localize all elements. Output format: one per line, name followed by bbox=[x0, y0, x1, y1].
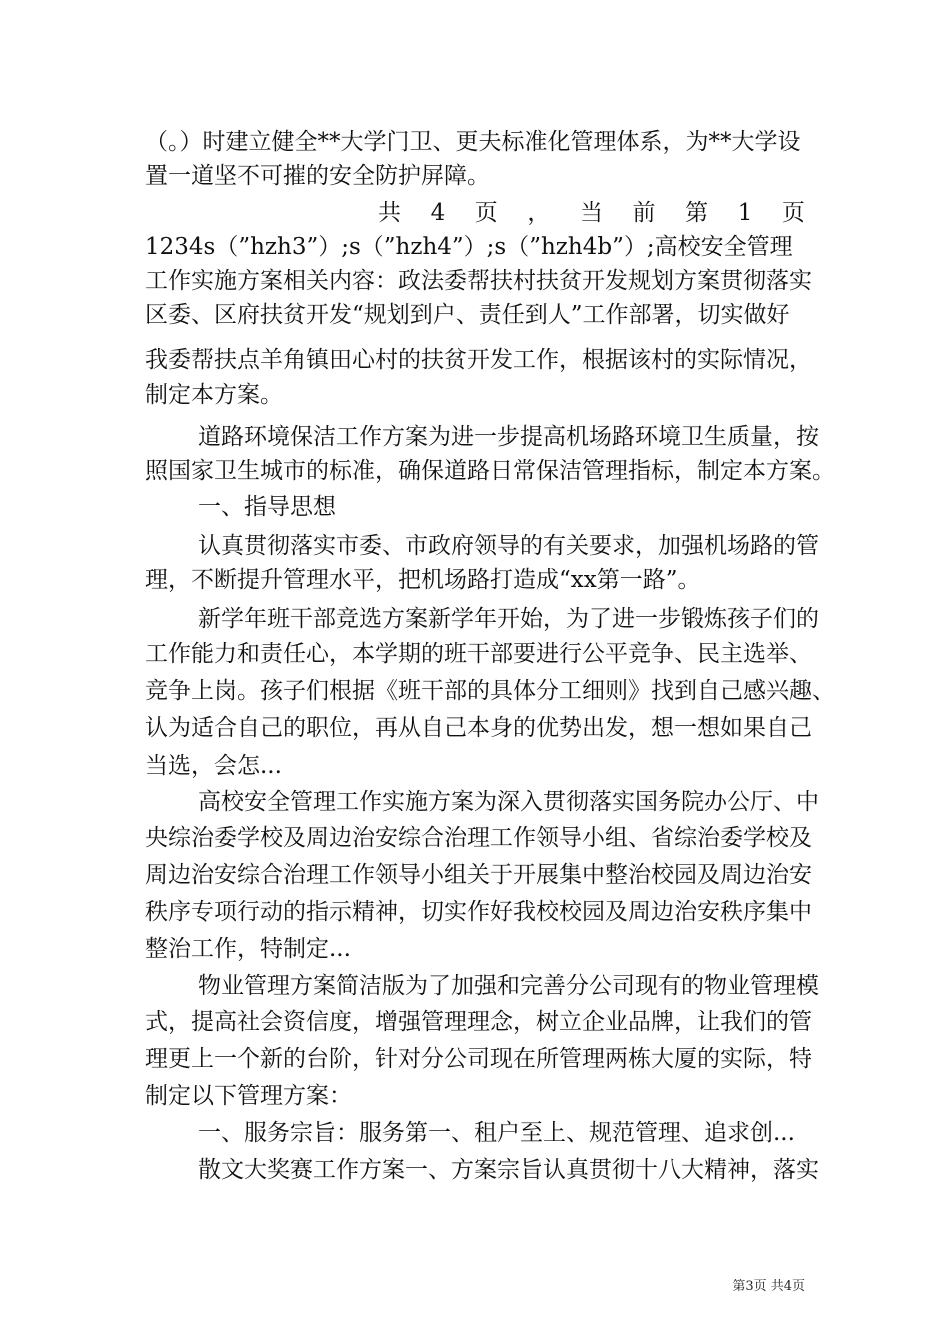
pager-char: 共 bbox=[378, 200, 401, 226]
paragraph-start: 一、服务宗旨：服务第一、租户至上、规范管理、追求创... bbox=[198, 1120, 795, 1146]
pager-char: 当 bbox=[579, 200, 603, 226]
text-line: 理，不断提升管理水平，把机场路打造成“xx第一路”。 bbox=[145, 567, 701, 593]
text-line: 当选，会怎... bbox=[145, 753, 282, 779]
text-line: 1234s（”hzh3”）;s（”hzh4”）;s（”hzh4b”）;高校安全管理 bbox=[145, 234, 793, 260]
paragraph-start: 物业管理方案简洁版为了加强和完善分公司现有的物业管理模 bbox=[198, 973, 819, 999]
pager-char: 前 bbox=[632, 200, 656, 226]
text-line: 理更上一个新的台阶，针对分公司现在所管理两栋大厦的实际，特 bbox=[145, 1046, 812, 1072]
text-line: 照国家卫生城市的标准，确保道路日常保洁管理指标，制定本方案。 bbox=[145, 458, 835, 484]
text-line: 周边治安综合治理工作领导小组关于开展集中整治校园及周边治安 bbox=[145, 862, 812, 888]
text-line: 秩序专项行动的指示精神，切实作好我校校园及周边治安秩序集中 bbox=[145, 899, 812, 925]
section-heading: 一、指导思想 bbox=[198, 494, 336, 520]
text-line: 整治工作，特制定... bbox=[145, 936, 351, 962]
pager-char: 1 bbox=[737, 200, 753, 226]
paragraph-start: 道路环境保洁工作方案为进一步提高机场路环境卫生质量，按 bbox=[198, 424, 819, 450]
text-line: 竞争上岗。孩子们根据《班干部的具体分工细则》找到自己感兴趣、 bbox=[145, 678, 835, 704]
pager-char: 第 bbox=[685, 200, 709, 226]
text-line: 式，提高社会资信度，增强管理理念，树立企业品牌，让我们的管 bbox=[145, 1009, 812, 1035]
page-count-line bbox=[378, 198, 805, 228]
pager-char: 4 bbox=[430, 200, 446, 226]
paragraph-start: 散文大奖赛工作方案一、方案宗旨认真贯彻十八大精神，落实 bbox=[198, 1157, 819, 1183]
text-line: 我委帮扶点羊角镇田心村的扶贫开发工作，根据该村的实际情况， bbox=[145, 347, 812, 373]
text-line: 认为适合自己的职位，再从自己本身的优势出发，想一想如果自己 bbox=[145, 715, 812, 741]
paragraph-start: 高校安全管理工作实施方案为深入贯彻落实国务院办公厅、中 bbox=[198, 789, 819, 815]
text-line: 置一道坚不可摧的安全防护屏障。 bbox=[145, 163, 490, 189]
page-footer: 第3页 共4页 bbox=[732, 1279, 805, 1294]
paragraph-start: 认真贯彻落实市委、市政府领导的有关要求，加强机场路的管 bbox=[198, 533, 819, 559]
paragraph-start: 新学年班干部竞选方案新学年开始，为了进一步锻炼孩子们的 bbox=[198, 606, 819, 632]
text-line: 区委、区府扶贫开发“规划到户、责任到人”工作部署，切实做好 bbox=[145, 302, 790, 328]
text-line: 工作能力和责任心，本学期的班干部要进行公平竞争、民主选举、 bbox=[145, 641, 812, 667]
text-line: 工作实施方案相关内容：政法委帮扶村扶贫开发规划方案贯彻落实 bbox=[145, 268, 812, 294]
text-line: 制定以下管理方案： bbox=[145, 1083, 352, 1109]
pager-char: ， bbox=[527, 200, 551, 226]
text-line: （。）时建立健全**大学门卫、更夫标准化管理体系，为**大学设 bbox=[145, 129, 801, 155]
pager-char: 页 bbox=[474, 200, 498, 226]
text-line: 央综治委学校及周边治安综合治理工作领导小组、省综治委学校及 bbox=[145, 825, 812, 851]
text-line: 制定本方案。 bbox=[145, 382, 283, 408]
pager-char: 页 bbox=[781, 200, 805, 226]
